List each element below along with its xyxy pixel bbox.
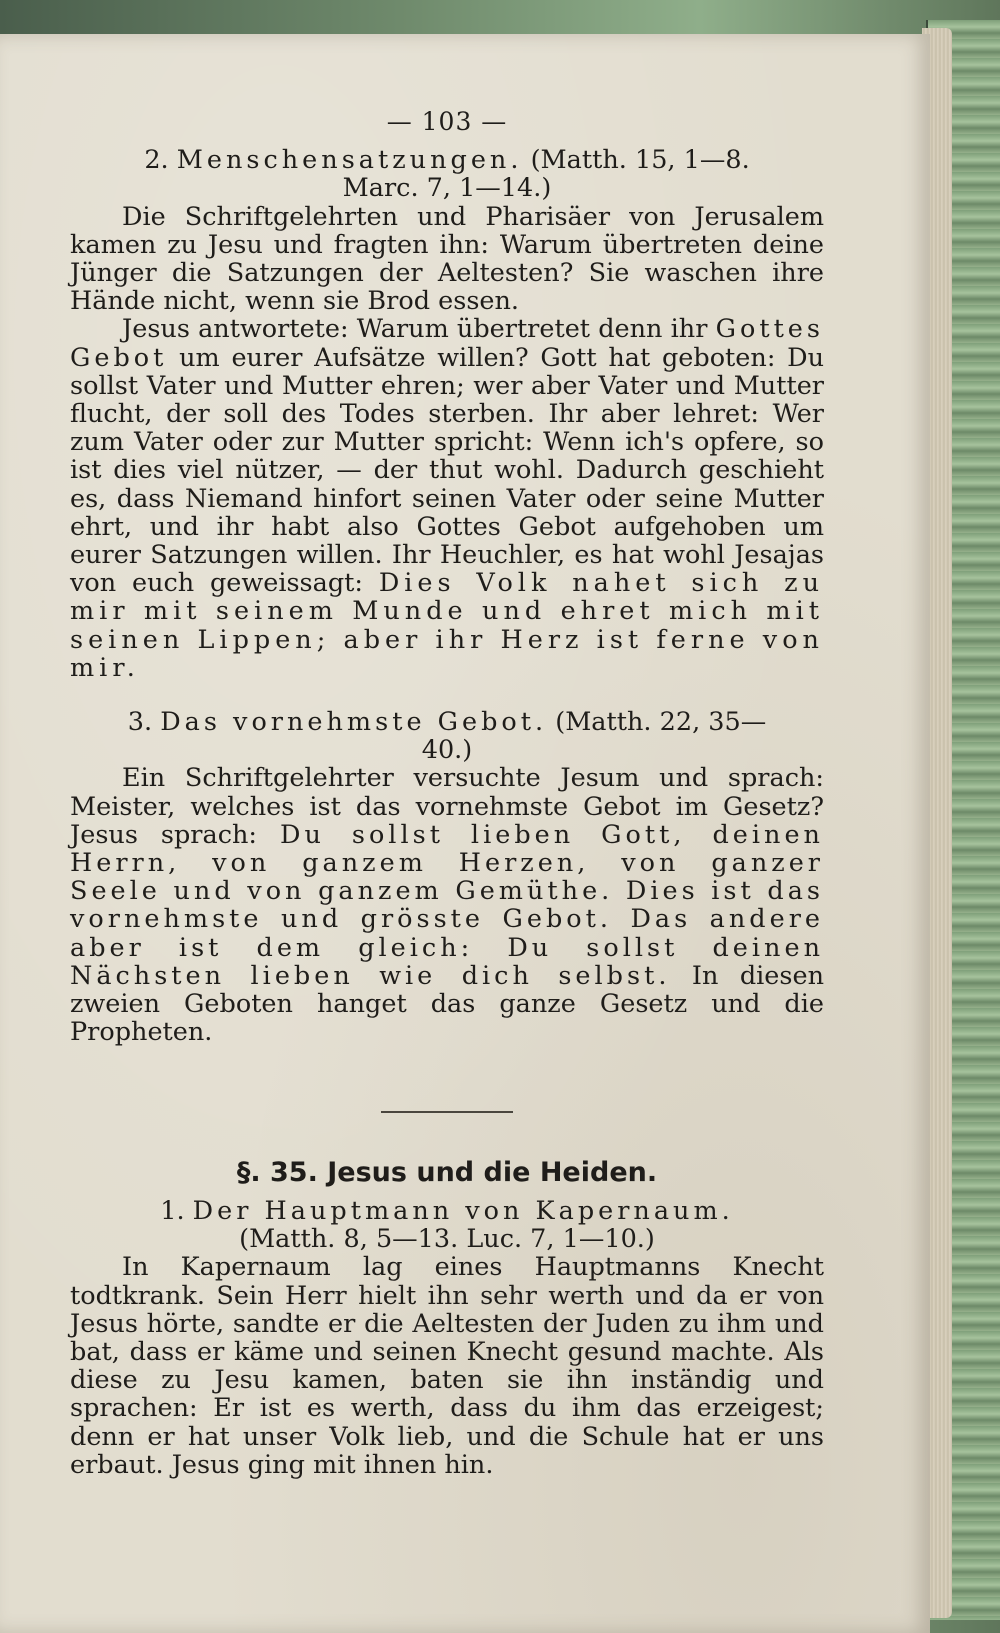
section-reference: (Matth. 22, 35—40.) <box>421 707 767 766</box>
separator <box>70 1097 824 1125</box>
section-reference: (Matth. 15, 1—8. Marc. 7, 1—14.) <box>342 145 750 204</box>
section-number: 1. <box>160 1195 185 1226</box>
emphasis: Gottes Gebot <box>70 314 824 373</box>
section-heading <box>70 708 824 764</box>
emphasis: Dies Volk nahet sich zu mir mit seinem Munde und ehret mich mit seinen Lippen; aber ihr Herz ist ferne von mir. <box>70 568 824 683</box>
section-number: 3. <box>127 707 153 738</box>
section-reference: (Matth. 8, 5—13. Luc. 7, 1—10.) <box>239 1224 655 1255</box>
section-number: 2. <box>144 145 169 176</box>
emphasis: Du sollst lieben Gott, deinen Herrn, von ganzem Herzen, von ganzer Seele und von ganzem Gemüthe. Dies ist das vornehmste und grösste Gebot. Das andere aber ist dem gleich: Du sollst deinen Nächsten lieben wie dich selbst. <box>70 819 824 991</box>
paragraph: In Kapernaum lag eines Hauptmanns Knecht todtkrank. Sein Herr hielt ihn sehr werth und da er von Jesus hörte, sandte er die Aeltesten der Juden zu ihm und bat, dass er käme und seinen Knecht gesund machte. Als diese zu Jesu kamen, baten sie ihn inständig und sprachen: Er ist es werth, dass du ihm das erzeigest; denn er hat unser Volk lieb, und die Schule hat er uns erbaut. Jesus ging mit ihnen hin. <box>70 1252 824 1480</box>
chapter-heading: §. 35. Jesus und die Heiden. <box>236 1156 658 1188</box>
paragraph: Ein Schriftgelehrter versuchte Jesum und sprach: Meister, welches ist das vornehmste Gebot im Gesetz? Jesus sprach: Du sollst lieben Gott, deinen Herrn, von ganzem Herzen, von ganzer Seele und von ganzem Gemüthe. Dies ist das vornehmste und grösste Gebot. Das andere aber ist dem gleich: Du sollst deinen Nächsten lieben wie dich selbst. In diesen zweien Geboten hanget das ganze Gesetz und die Propheten. <box>70 763 824 1048</box>
section-heading <box>70 1197 824 1253</box>
paragraph: Die Schriftgelehrten und Pharisäer von Jerusalem kamen zu Jesu und fragten ihn: Warum übertreten deine Jünger die Satzungen der Aeltesten? Sie waschen ihre Hände nicht, wenn sie Brod essen. <box>70 201 824 317</box>
section-title: Der Hauptmann von Kapernaum. <box>192 1195 734 1226</box>
section-title: Das vornehmste Gebot. <box>160 707 548 738</box>
page-number: — 103 — <box>386 107 508 136</box>
page-text <box>70 108 824 1479</box>
paragraph: Jesus antwortete: Warum übertretet denn ihr Gottes Gebot um eurer Aufsätze willen? Gott hat geboten: Du sollst Vater und Mutter ehren; wer aber Vater und Mutter flucht, der soll des Todes sterben. Ihr aber lehret: Wer zum Vater oder zur Mutter spricht: Wenn ich's opfere, so ist dies viel nützer, — der thut wohl. Dadurch geschieht es, dass Niemand hinfort seinen Vater oder seine Mutter ehrt, und ihr habt also Gottes Gebot aufgehoben um eurer Satzungen willen. Ihr Heuchler, es hat wohl Jesajas von euch geweissagt: Dies Volk nahet sich zu mir mit seinem Munde und ehret mich mit seinen Lippen; aber ihr Herz ist ferne von mir. <box>70 314 825 683</box>
section-heading <box>70 146 824 202</box>
section-title: Menschensatzungen. <box>176 145 523 176</box>
